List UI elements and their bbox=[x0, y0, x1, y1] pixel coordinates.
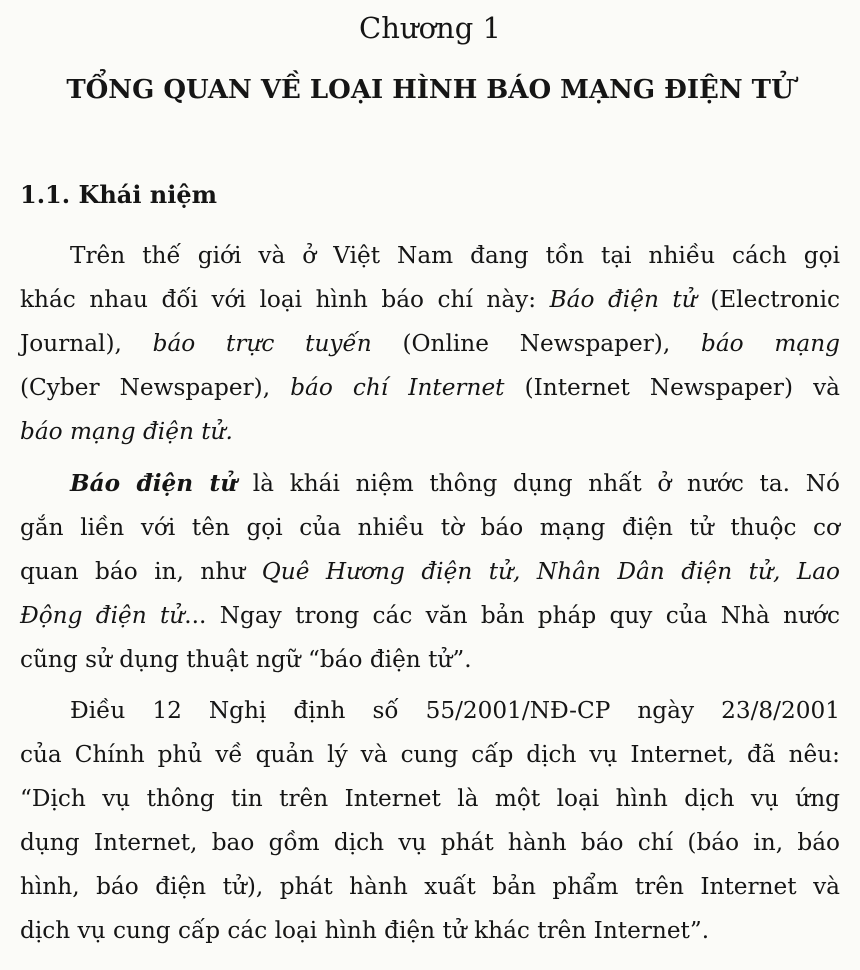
text-span: dụng Internet, bao gồm dịch vụ phát hành báo chí (báo in, báo bbox=[20, 829, 840, 856]
paragraph-line bbox=[20, 821, 840, 865]
paragraph-decree-quote bbox=[20, 689, 840, 953]
text-span: là khái niệm thông dụng nhất ở nước ta. Nó bbox=[237, 470, 840, 497]
italic-term: báo mạng bbox=[700, 330, 840, 357]
section-heading: 1.1. Khái niệm bbox=[20, 180, 218, 209]
text-span: của Chính phủ về quản lý và cung cấp dịch vụ Internet, đã nêu: bbox=[20, 741, 840, 768]
paragraph-line bbox=[20, 689, 840, 733]
text-span: dịch vụ cung cấp các loại hình điện tử khác trên Internet”. bbox=[20, 917, 710, 944]
paragraph-line bbox=[20, 733, 840, 777]
text-span: (Online Newspaper), bbox=[371, 330, 701, 357]
paragraph-line bbox=[20, 909, 840, 953]
text-span: cũng sử dụng thuật ngữ “báo điện tử”. bbox=[20, 646, 472, 673]
paragraph-line bbox=[20, 410, 840, 454]
text-span: khác nhau đối với loại hình báo chí này: bbox=[20, 286, 550, 313]
italic-term: Báo điện tử bbox=[549, 286, 697, 313]
chapter-label: Chương 1 bbox=[359, 11, 501, 45]
text-span: Trên thế giới và ở Việt Nam đang tồn tại nhiều cách gọi bbox=[70, 242, 840, 269]
paragraph-line bbox=[20, 865, 840, 909]
text-span: “Dịch vụ thông tin trên Internet là một loại hình dịch vụ ứng bbox=[20, 785, 840, 812]
paragraph-line bbox=[20, 322, 840, 366]
chapter-title: TỔNG QUAN VỀ LOẠI HÌNH BÁO MẠNG ĐIỆN TỬ bbox=[66, 75, 794, 105]
text-span: (Electronic bbox=[696, 286, 840, 313]
paragraph-line bbox=[20, 777, 840, 821]
paragraph-line bbox=[20, 366, 840, 410]
text-span: (Internet Newspaper) và bbox=[504, 374, 840, 401]
italic-term: báo trực tuyến bbox=[152, 330, 372, 357]
text-span: (Cyber Newspaper), bbox=[20, 374, 291, 401]
paragraph-line bbox=[20, 234, 840, 278]
italic-term: báo chí Internet bbox=[290, 374, 505, 401]
paragraph-line bbox=[20, 638, 840, 682]
italic-term: Động điện tử bbox=[20, 602, 185, 629]
text-span: hình, báo điện tử), phát hành xuất bản phẩm trên Internet và bbox=[20, 873, 840, 900]
italic-term: Quê Hương điện tử, Nhân Dân điện tử, Lao bbox=[261, 558, 841, 585]
paragraph-line bbox=[20, 594, 840, 638]
text-span: quan báo in, như bbox=[20, 558, 262, 585]
text-span: Journal), bbox=[20, 330, 153, 357]
paragraph-line bbox=[20, 462, 840, 506]
paragraph-line bbox=[20, 506, 840, 550]
italic-term: báo mạng điện tử. bbox=[20, 418, 233, 445]
paragraph-definition-names bbox=[20, 234, 840, 454]
text-span: ... Ngay trong các văn bản pháp quy của Nhà nước bbox=[184, 602, 840, 629]
paragraph-line bbox=[20, 550, 840, 594]
paragraph-bao-dien-tu bbox=[20, 462, 840, 682]
paragraph-line bbox=[20, 278, 840, 322]
text-span: Điều 12 Nghị định số 55/2001/NĐ-CP ngày 23/8/2001 bbox=[70, 697, 840, 724]
text-span: gắn liền với tên gọi của nhiều tờ báo mạng điện tử thuộc cơ bbox=[20, 514, 840, 541]
bold-italic-term: Báo điện tử bbox=[70, 470, 238, 497]
